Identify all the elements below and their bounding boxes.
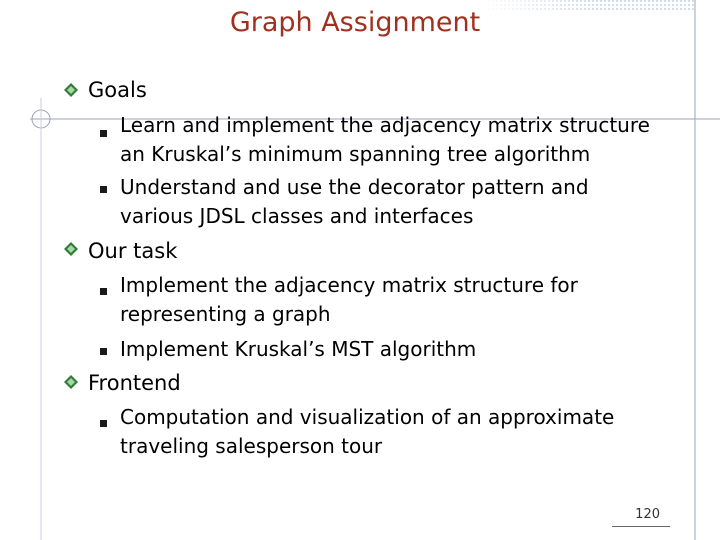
bullet-text-continued: representing a graph xyxy=(120,302,331,326)
bullet-text-continued: an Kruskal’s minimum spanning tree algorithm xyxy=(120,142,591,166)
square-bullet-icon xyxy=(100,420,107,427)
square-bullet-icon xyxy=(100,288,107,295)
slide-title: Graph Assignment xyxy=(229,7,481,38)
page-number: 120 xyxy=(635,507,660,522)
bullet-text: Computation and visualization of an approximate xyxy=(120,405,615,429)
section-heading-our-task: Our task xyxy=(88,239,178,263)
diamond-bullet-icon xyxy=(64,83,78,97)
bullet-text: Implement Kruskal’s MST algorithm xyxy=(120,337,477,361)
diamond-bullet-icon xyxy=(64,375,78,389)
square-bullet-icon xyxy=(100,186,107,193)
bullet-text: Understand and use the decorator pattern and xyxy=(120,175,589,199)
bullet-text: Implement the adjacency matrix structure for xyxy=(120,273,578,297)
diamond-bullet-icon xyxy=(64,242,78,256)
section-heading-frontend: Frontend xyxy=(88,371,181,395)
square-bullet-icon xyxy=(100,348,107,355)
bullet-text-continued: traveling salesperson tour xyxy=(120,434,383,458)
square-bullet-icon xyxy=(100,130,107,137)
page-number-underline xyxy=(612,526,670,527)
bullet-text-continued: various JDSL classes and interfaces xyxy=(120,204,474,228)
bullet-text: Learn and implement the adjacency matrix structure xyxy=(120,113,650,137)
section-heading-goals: Goals xyxy=(88,78,147,102)
